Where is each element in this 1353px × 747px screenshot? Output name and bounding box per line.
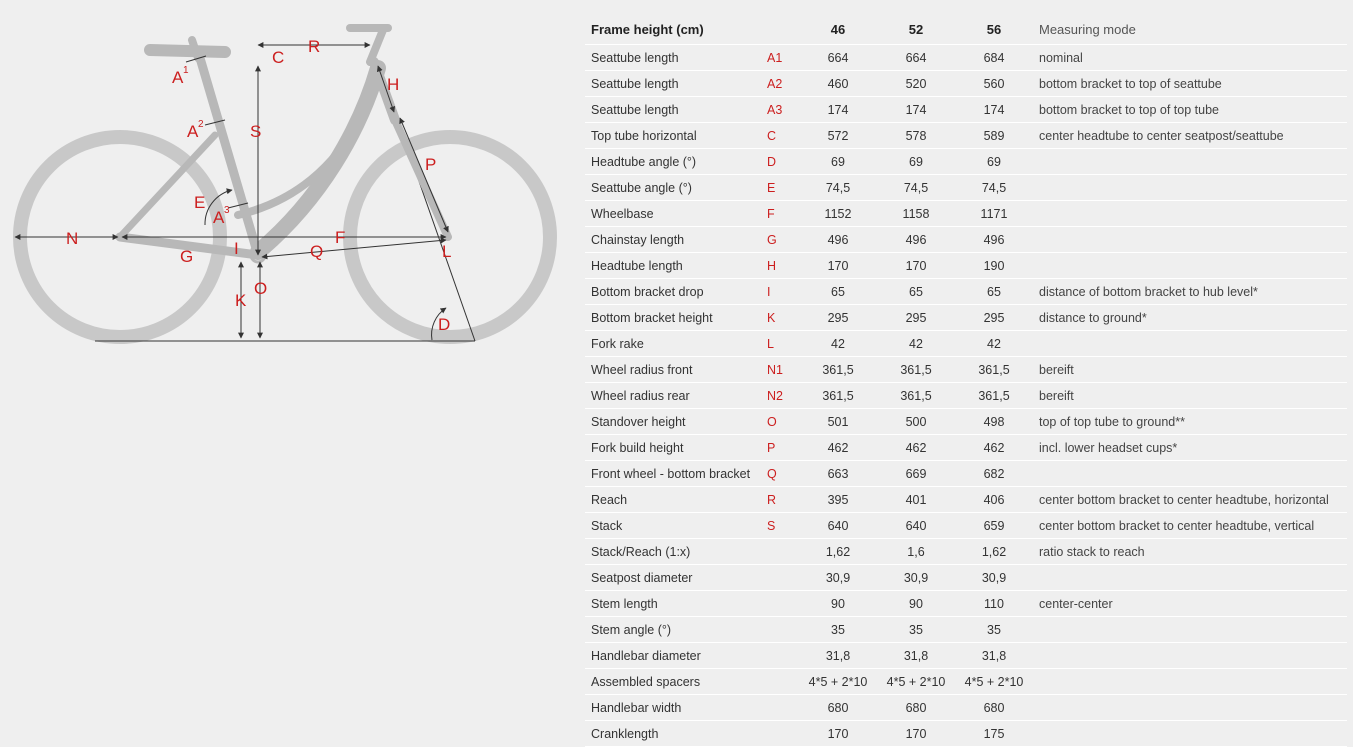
value-size-56: 30,9 — [955, 565, 1033, 591]
header-size-56: 56 — [955, 14, 1033, 45]
label-a2: A — [187, 122, 199, 141]
param-name: Top tube horizontal — [585, 123, 761, 149]
measuring-mode — [1033, 721, 1347, 747]
label-p: P — [425, 155, 437, 174]
param-code: G — [761, 227, 799, 253]
param-code: K — [761, 305, 799, 331]
label-l: L — [442, 242, 452, 261]
table-row — [585, 253, 1347, 279]
value-size-56: 498 — [955, 409, 1033, 435]
param-name: Handlebar diameter — [585, 643, 761, 669]
param-code: A2 — [761, 71, 799, 97]
param-code: Q — [761, 461, 799, 487]
label-e: E — [194, 193, 206, 212]
measuring-mode — [1033, 201, 1347, 227]
param-code: D — [761, 149, 799, 175]
geometry-table — [585, 14, 1347, 747]
param-name: Assembled spacers — [585, 669, 761, 695]
param-name: Wheelbase — [585, 201, 761, 227]
param-name: Seatpost diameter — [585, 565, 761, 591]
measuring-mode: distance of bottom bracket to hub level* — [1033, 279, 1347, 305]
value-size-52: 170 — [877, 253, 955, 279]
value-size-46: 361,5 — [799, 383, 877, 409]
value-size-46: 664 — [799, 45, 877, 71]
table-row — [585, 565, 1347, 591]
value-size-52: 520 — [877, 71, 955, 97]
bike-geometry-diagram — [0, 0, 570, 380]
table-row — [585, 357, 1347, 383]
label-c: C — [272, 48, 285, 67]
stem — [370, 30, 383, 62]
value-size-52: 361,5 — [877, 357, 955, 383]
measuring-mode: bottom bracket to top of top tube — [1033, 97, 1347, 123]
value-size-52: 640 — [877, 513, 955, 539]
value-size-52: 69 — [877, 149, 955, 175]
value-size-56: 110 — [955, 591, 1033, 617]
param-code: E — [761, 175, 799, 201]
value-size-46: 572 — [799, 123, 877, 149]
value-size-52: 664 — [877, 45, 955, 71]
value-size-52: 500 — [877, 409, 955, 435]
param-code: F — [761, 201, 799, 227]
value-size-52: 65 — [877, 279, 955, 305]
measuring-mode — [1033, 617, 1347, 643]
value-size-52: 401 — [877, 487, 955, 513]
value-size-56: 35 — [955, 617, 1033, 643]
measuring-mode: ratio stack to reach — [1033, 539, 1347, 565]
label-n: N — [66, 229, 79, 248]
label-h: H — [387, 75, 400, 94]
measuring-mode: bereift — [1033, 357, 1347, 383]
measuring-mode — [1033, 669, 1347, 695]
value-size-56: 4*5 + 2*10 — [955, 669, 1033, 695]
param-name: Standover height — [585, 409, 761, 435]
value-size-56: 659 — [955, 513, 1033, 539]
measuring-mode: nominal — [1033, 45, 1347, 71]
value-size-52: 1,6 — [877, 539, 955, 565]
measuring-mode — [1033, 175, 1347, 201]
value-size-46: 496 — [799, 227, 877, 253]
param-code — [761, 695, 799, 721]
value-size-52: 170 — [877, 721, 955, 747]
table-row — [585, 149, 1347, 175]
value-size-46: 35 — [799, 617, 877, 643]
table-row — [585, 97, 1347, 123]
measuring-mode: bereift — [1033, 383, 1347, 409]
value-size-46: 69 — [799, 149, 877, 175]
param-code — [761, 591, 799, 617]
param-code: A1 — [761, 45, 799, 71]
value-size-56: 682 — [955, 461, 1033, 487]
param-name: Fork build height — [585, 435, 761, 461]
label-d: D — [438, 315, 451, 334]
value-size-46: 361,5 — [799, 357, 877, 383]
value-size-46: 1,62 — [799, 539, 877, 565]
value-size-52: 462 — [877, 435, 955, 461]
value-size-46: 295 — [799, 305, 877, 331]
value-size-46: 30,9 — [799, 565, 877, 591]
value-size-46: 174 — [799, 97, 877, 123]
table-header-row — [585, 14, 1347, 45]
param-name: Wheel radius rear — [585, 383, 761, 409]
param-name: Stem length — [585, 591, 761, 617]
value-size-56: 684 — [955, 45, 1033, 71]
param-name: Bottom bracket height — [585, 305, 761, 331]
measuring-mode — [1033, 643, 1347, 669]
label-a1: A — [172, 68, 184, 87]
label-q: Q — [310, 242, 324, 261]
value-size-52: 31,8 — [877, 643, 955, 669]
header-size-52: 52 — [877, 14, 955, 45]
value-size-56: 31,8 — [955, 643, 1033, 669]
measuring-mode — [1033, 253, 1347, 279]
table-row — [585, 643, 1347, 669]
table-row — [585, 71, 1347, 97]
table-row — [585, 383, 1347, 409]
param-name: Seattube angle (°) — [585, 175, 761, 201]
header-size-46: 46 — [799, 14, 877, 45]
table-row — [585, 461, 1347, 487]
header-measuring-mode: Measuring mode — [1033, 14, 1347, 45]
table-row — [585, 305, 1347, 331]
value-size-56: 406 — [955, 487, 1033, 513]
param-name: Stack — [585, 513, 761, 539]
value-size-52: 680 — [877, 695, 955, 721]
param-code — [761, 539, 799, 565]
header-code — [761, 14, 799, 45]
param-code — [761, 565, 799, 591]
table-row — [585, 591, 1347, 617]
label-f: F — [335, 228, 346, 247]
value-size-52: 496 — [877, 227, 955, 253]
table-row — [585, 279, 1347, 305]
param-code: R — [761, 487, 799, 513]
value-size-46: 31,8 — [799, 643, 877, 669]
value-size-46: 170 — [799, 721, 877, 747]
value-size-56: 361,5 — [955, 383, 1033, 409]
table-row — [585, 617, 1347, 643]
table-row — [585, 695, 1347, 721]
param-name: Fork rake — [585, 331, 761, 357]
param-code: S — [761, 513, 799, 539]
measuring-mode — [1033, 565, 1347, 591]
table-row — [585, 45, 1347, 71]
label-o: O — [254, 279, 268, 298]
label-a1-sup: 1 — [183, 65, 189, 76]
value-size-46: 90 — [799, 591, 877, 617]
value-size-56: 74,5 — [955, 175, 1033, 201]
measuring-mode: bottom bracket to top of seattube — [1033, 71, 1347, 97]
measuring-mode — [1033, 695, 1347, 721]
value-size-46: 680 — [799, 695, 877, 721]
value-size-46: 170 — [799, 253, 877, 279]
param-code: N1 — [761, 357, 799, 383]
value-size-52: 1158 — [877, 201, 955, 227]
value-size-56: 560 — [955, 71, 1033, 97]
value-size-56: 175 — [955, 721, 1033, 747]
value-size-46: 460 — [799, 71, 877, 97]
param-name: Stack/Reach (1:x) — [585, 539, 761, 565]
measuring-mode — [1033, 461, 1347, 487]
label-r: R — [308, 37, 321, 56]
param-name: Seattube length — [585, 97, 761, 123]
value-size-46: 65 — [799, 279, 877, 305]
table-row — [585, 201, 1347, 227]
measuring-mode: incl. lower headset cups* — [1033, 435, 1347, 461]
value-size-46: 640 — [799, 513, 877, 539]
value-size-52: 174 — [877, 97, 955, 123]
value-size-46: 395 — [799, 487, 877, 513]
value-size-52: 669 — [877, 461, 955, 487]
label-g: G — [180, 247, 194, 266]
value-size-46: 74,5 — [799, 175, 877, 201]
measuring-mode — [1033, 149, 1347, 175]
param-name: Chainstay length — [585, 227, 761, 253]
down-tube — [258, 68, 378, 252]
value-size-52: 90 — [877, 591, 955, 617]
label-s: S — [250, 122, 262, 141]
param-name: Seattube length — [585, 71, 761, 97]
param-name: Stem angle (°) — [585, 617, 761, 643]
param-code — [761, 643, 799, 669]
param-name: Wheel radius front — [585, 357, 761, 383]
measuring-mode — [1033, 331, 1347, 357]
value-size-56: 361,5 — [955, 357, 1033, 383]
seat-tube — [200, 58, 258, 255]
value-size-56: 462 — [955, 435, 1033, 461]
param-code — [761, 669, 799, 695]
table-row — [585, 487, 1347, 513]
param-name: Cranklength — [585, 721, 761, 747]
table-row — [585, 435, 1347, 461]
value-size-56: 65 — [955, 279, 1033, 305]
value-size-56: 295 — [955, 305, 1033, 331]
measuring-mode: distance to ground* — [1033, 305, 1347, 331]
value-size-56: 496 — [955, 227, 1033, 253]
param-code: I — [761, 279, 799, 305]
value-size-52: 4*5 + 2*10 — [877, 669, 955, 695]
value-size-56: 42 — [955, 331, 1033, 357]
param-name: Reach — [585, 487, 761, 513]
param-code: N2 — [761, 383, 799, 409]
label-k: K — [235, 291, 247, 310]
measuring-mode: center bottom bracket to center headtube, horizontal — [1033, 487, 1347, 513]
measuring-mode — [1033, 227, 1347, 253]
value-size-52: 578 — [877, 123, 955, 149]
param-code: L — [761, 331, 799, 357]
table-row — [585, 331, 1347, 357]
value-size-46: 42 — [799, 331, 877, 357]
table-row — [585, 539, 1347, 565]
param-code: O — [761, 409, 799, 435]
param-name: Bottom bracket drop — [585, 279, 761, 305]
value-size-46: 4*5 + 2*10 — [799, 669, 877, 695]
value-size-56: 190 — [955, 253, 1033, 279]
table-row — [585, 227, 1347, 253]
param-name: Seattube length — [585, 45, 761, 71]
value-size-46: 663 — [799, 461, 877, 487]
value-size-46: 501 — [799, 409, 877, 435]
param-code: P — [761, 435, 799, 461]
label-a3: A — [213, 208, 225, 227]
param-name: Handlebar width — [585, 695, 761, 721]
param-name: Front wheel - bottom bracket — [585, 461, 761, 487]
param-name: Headtube length — [585, 253, 761, 279]
value-size-46: 462 — [799, 435, 877, 461]
param-code: H — [761, 253, 799, 279]
value-size-52: 74,5 — [877, 175, 955, 201]
param-code: A3 — [761, 97, 799, 123]
value-size-52: 30,9 — [877, 565, 955, 591]
value-size-56: 174 — [955, 97, 1033, 123]
table-row — [585, 721, 1347, 747]
measuring-mode: center-center — [1033, 591, 1347, 617]
table-row — [585, 669, 1347, 695]
param-name: Headtube angle (°) — [585, 149, 761, 175]
measuring-mode: top of top tube to ground** — [1033, 409, 1347, 435]
measuring-mode: center bottom bracket to center headtube, vertical — [1033, 513, 1347, 539]
value-size-52: 35 — [877, 617, 955, 643]
measuring-mode: center headtube to center seatpost/seattube — [1033, 123, 1347, 149]
value-size-56: 589 — [955, 123, 1033, 149]
value-size-56: 1,62 — [955, 539, 1033, 565]
value-size-56: 1171 — [955, 201, 1033, 227]
table-row — [585, 175, 1347, 201]
param-code: C — [761, 123, 799, 149]
value-size-52: 361,5 — [877, 383, 955, 409]
value-size-46: 1152 — [799, 201, 877, 227]
saddle — [150, 50, 225, 52]
value-size-52: 42 — [877, 331, 955, 357]
table-row — [585, 409, 1347, 435]
value-size-56: 69 — [955, 149, 1033, 175]
value-size-52: 295 — [877, 305, 955, 331]
table-row — [585, 123, 1347, 149]
table-row — [585, 513, 1347, 539]
header-frame-height: Frame height (cm) — [585, 14, 761, 45]
label-i: I — [234, 239, 239, 258]
label-a3-sup: 3 — [224, 205, 230, 216]
param-code — [761, 617, 799, 643]
value-size-56: 680 — [955, 695, 1033, 721]
label-a2-sup: 2 — [198, 119, 204, 130]
param-code — [761, 721, 799, 747]
